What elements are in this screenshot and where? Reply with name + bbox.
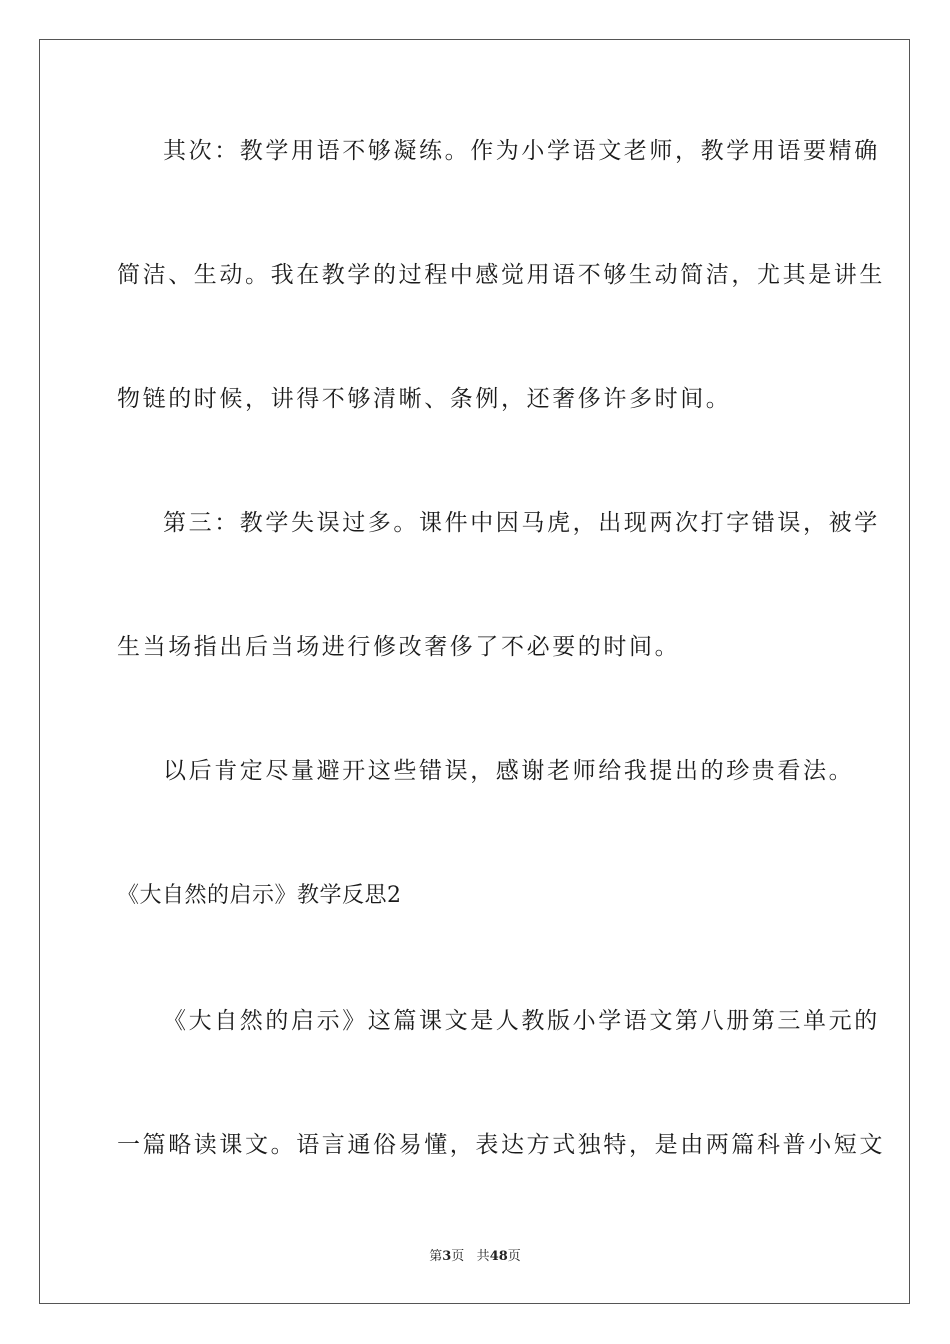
total-suffix: 页 bbox=[507, 1249, 521, 1264]
page-number: 3 bbox=[442, 1249, 452, 1264]
page-suffix: 页 bbox=[451, 1249, 465, 1264]
paragraph-line: 简洁、生动。我在教学的过程中感觉用语不够生动简洁，尤其是讲生 bbox=[117, 262, 885, 288]
paragraph-line: 其次：教学用语不够凝练。作为小学语文老师，教学用语要精确 bbox=[163, 138, 880, 164]
total-pages: 48 bbox=[489, 1249, 508, 1264]
paragraph-line: 第三：教学失误过多。课件中因马虎，出现两次打字错误，被学 bbox=[163, 510, 880, 536]
total-prefix: 共 bbox=[476, 1249, 490, 1264]
page-border bbox=[39, 39, 910, 1304]
paragraph-line: 《大自然的启示》这篇课文是人教版小学语文第八册第三单元的 bbox=[163, 1008, 880, 1034]
paragraph-line: 一篇略读课文。语言通俗易懂，表达方式独特，是由两篇科普小短文 bbox=[117, 1132, 885, 1158]
page-prefix: 第 bbox=[429, 1249, 443, 1264]
paragraph-line: 生当场指出后当场进行修改奢侈了不必要的时间。 bbox=[117, 634, 681, 660]
paragraph-line: 以后肯定尽量避开这些错误，感谢老师给我提出的珍贵看法。 bbox=[163, 758, 855, 784]
section-title: 《大自然的启示》教学反思2 bbox=[117, 883, 402, 908]
page-footer bbox=[0, 1245, 950, 1264]
paragraph-line: 物链的时候，讲得不够清晰、条例，还奢侈许多时间。 bbox=[117, 386, 732, 412]
